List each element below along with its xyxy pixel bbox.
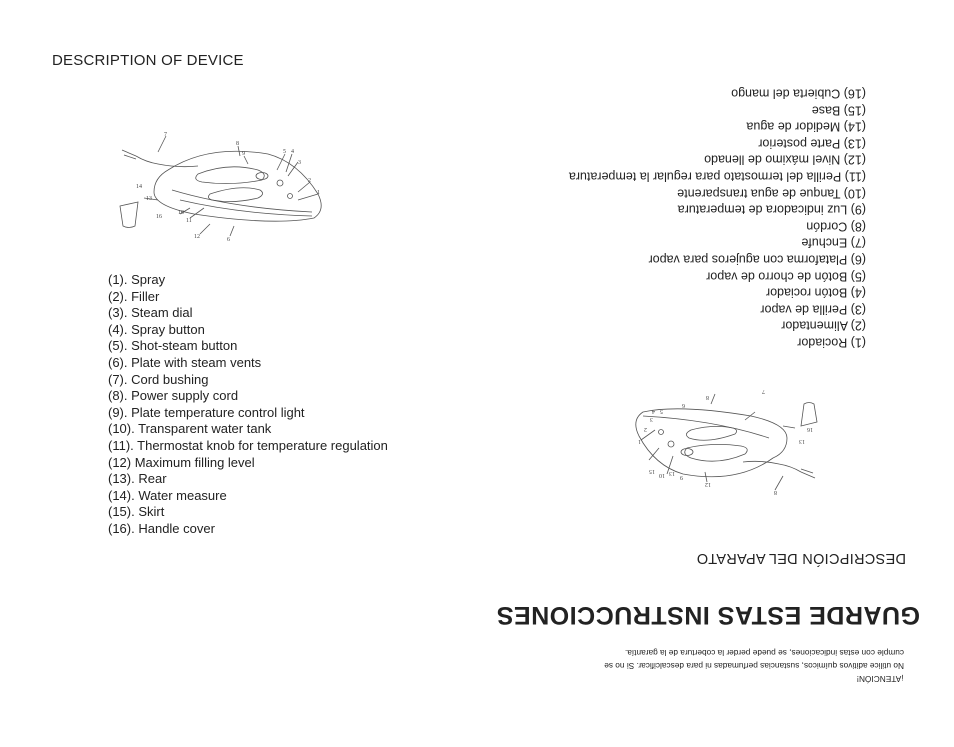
callout-4: 4 <box>652 408 655 414</box>
callout-12: 12 <box>705 481 711 487</box>
callout-6: 6 <box>682 402 685 408</box>
callout-16: 16 <box>156 214 162 220</box>
callout-8: 8 <box>774 489 777 495</box>
callout-2: 2 <box>308 178 311 184</box>
description-title: DESCRIPTION OF DEVICE <box>52 52 244 69</box>
callout-3: 3 <box>298 160 301 166</box>
list-item: (3) Perilla de vapor <box>760 302 866 317</box>
callout-7: 7 <box>762 388 765 394</box>
callout-8: 8 <box>706 394 709 400</box>
list-item: (15). Skirt <box>108 504 165 520</box>
list-item: (16). Handle cover <box>108 520 215 536</box>
descripcion-title: DESCRIPCIÓN DEL APARATO <box>696 550 906 566</box>
list-item: (16) Cubierta del mango <box>731 86 866 101</box>
list-item: (9). Plate temperature control light <box>108 404 305 420</box>
guarde-banner: GUARDE ESTAS INSTRUCCIONES <box>496 601 920 629</box>
warning-line-1: No utilice aditivos químicos, sustancias perfumadas ni para descalcificar. Si no se <box>604 661 904 671</box>
callout-12: 12 <box>194 234 200 240</box>
list-item: (14). Water measure <box>108 487 227 503</box>
callout-9: 9 <box>242 151 245 157</box>
list-item: (13) Parte posterior <box>758 136 866 151</box>
list-item: (13). Rear <box>108 471 167 487</box>
iron-diagram-spanish <box>625 382 825 500</box>
list-item: (10). Transparent water tank <box>108 421 272 437</box>
list-item: (3). Steam dial <box>108 305 193 321</box>
list-item: (11) Perilla del termostato para regular la temperatura <box>568 169 866 184</box>
list-item: (9) Luz indicadora de temperatura <box>677 202 866 217</box>
list-item: (12) Maximum filling level <box>108 454 255 470</box>
callout-1: 1 <box>317 190 320 196</box>
list-item: (10) Tanque de agua transparente <box>677 186 866 201</box>
list-item: (1) Rociador <box>797 335 866 350</box>
warning-block <box>520 646 904 691</box>
list-item: (6) Plataforma con agujeros para vapor <box>648 252 866 267</box>
list-item: (4). Spray button <box>108 321 205 337</box>
list-item: (7). Cord bushing <box>108 371 209 387</box>
callout-13: 13 <box>146 196 152 202</box>
callout-10: 10 <box>659 472 665 478</box>
callout-9: 9 <box>680 474 683 480</box>
list-item: (5). Shot-steam button <box>108 338 238 354</box>
warning-title: ¡ATENCIÓN! <box>856 674 904 684</box>
callout-14: 14 <box>136 184 142 190</box>
parts-list-english <box>108 272 388 538</box>
list-item: (6). Plate with steam vents <box>108 354 262 370</box>
callout-6: 6 <box>227 237 230 243</box>
list-item: (15) Base <box>811 103 866 118</box>
list-item: (1). Spray <box>108 272 166 287</box>
callout-15: 15 <box>649 468 655 474</box>
callout-13: 13 <box>669 470 675 476</box>
callout-5: 5 <box>660 408 663 414</box>
list-item: (4) Botón rociador <box>765 285 866 300</box>
callout-11: 11 <box>186 218 192 224</box>
callout-2: 2 <box>644 426 647 432</box>
list-item: (7) Enchufe <box>801 235 866 250</box>
iron-diagram <box>110 128 335 248</box>
list-item: (2) Alimentador <box>781 318 866 333</box>
callout-16: 16 <box>807 426 813 432</box>
list-item: (2). Filler <box>108 288 160 304</box>
callout-7: 7 <box>164 132 167 138</box>
list-item: (8). Power supply cord <box>108 388 239 404</box>
callout-1: 1 <box>638 438 641 444</box>
list-item: (14) Medidor de agua <box>746 119 866 134</box>
list-item: (11). Thermostat knob for temperature regulation <box>108 437 388 453</box>
list-item: (5) Botón de chorro de vapor <box>706 269 866 284</box>
warning-line-2: cumple con estas indicaciones, se puede perder la cobertura de la garantía. <box>624 648 904 658</box>
list-item: (12) Nivel máximo de llenado <box>704 152 866 167</box>
callout-13: 13 <box>799 438 805 444</box>
callout-10: 10 <box>178 210 184 216</box>
callout-5: 5 <box>283 149 286 155</box>
callout-4: 4 <box>291 149 294 155</box>
parts-list-spanish <box>532 85 866 351</box>
callout-8: 8 <box>236 141 239 147</box>
list-item: (8) Cordón <box>806 219 866 234</box>
callout-3: 3 <box>650 416 653 422</box>
